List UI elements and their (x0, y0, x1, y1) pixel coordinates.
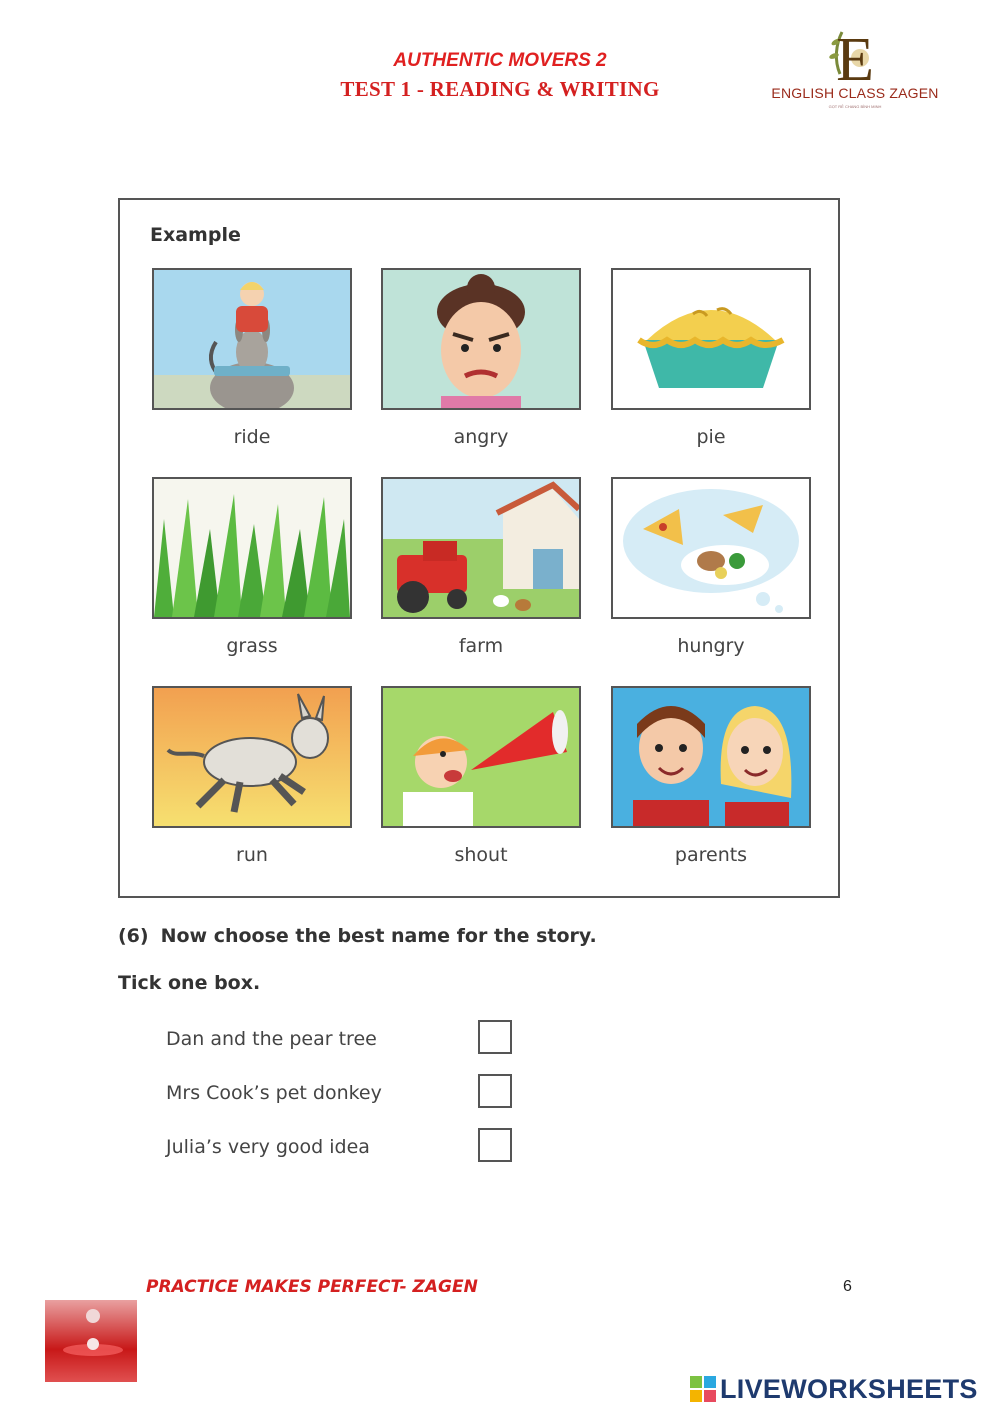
word-pie: pie (696, 426, 726, 448)
question-number: (6) (118, 925, 149, 947)
option-checkbox[interactable] (478, 1020, 512, 1054)
example-card-pie (611, 268, 811, 448)
example-card-parents (611, 686, 811, 866)
option-checkbox[interactable] (478, 1128, 512, 1162)
example-card-run (152, 686, 352, 866)
ride-picture (152, 268, 352, 410)
example-card-ride (152, 268, 352, 448)
girl-riding-donkey-icon (154, 270, 350, 408)
example-card-hungry (611, 477, 811, 657)
example-card-shout (381, 686, 581, 866)
grass-icon (154, 479, 350, 617)
water-drop-image (45, 1300, 137, 1382)
example-box (118, 198, 840, 898)
pie-icon (613, 270, 809, 408)
farm-picture (381, 477, 581, 619)
example-card-farm (381, 477, 581, 657)
option-label: Julia’s very good idea (166, 1136, 370, 1158)
liveworksheets-logo-icon (690, 1376, 716, 1402)
example-label: Example (150, 224, 241, 246)
farm-icon (383, 479, 579, 617)
girl-with-megaphone-icon (383, 688, 579, 826)
grass-picture (152, 477, 352, 619)
liveworksheets-text: LIVEWORKSHEETS (720, 1373, 978, 1404)
word-ride: ride (233, 426, 271, 448)
word-run: run (236, 844, 268, 866)
logo-text: ENGLISH CLASS ZAGEN (771, 85, 939, 101)
option-label: Mrs Cook’s pet donkey (166, 1082, 382, 1104)
example-card-angry (381, 268, 581, 448)
tick-instruction: Tick one box. (118, 972, 261, 994)
word-shout: shout (454, 844, 508, 866)
header-title: TEST 1 - READING & WRITING (340, 77, 660, 101)
water-drop-icon (45, 1300, 137, 1382)
footer-motto: PRACTICE MAKES PERFECT- ZAGEN (146, 1277, 478, 1297)
word-angry: angry (453, 426, 509, 448)
english-class-zagen-logo (770, 22, 940, 112)
page-number: 6 (843, 1278, 852, 1295)
logo-tagline: GỌT RỄ CHANG BÌNH MINH (828, 104, 882, 109)
pie-picture (611, 268, 811, 410)
food-thought-bubble-icon (613, 479, 809, 617)
running-donkey-icon (154, 688, 350, 826)
hungry-picture (611, 477, 811, 619)
word-hungry: hungry (677, 635, 745, 657)
angry-woman-icon (383, 270, 579, 408)
example-card-grass (152, 477, 352, 657)
question-text: Now choose the best name for the story. (160, 925, 597, 947)
option-checkbox[interactable] (478, 1074, 512, 1108)
run-picture (152, 686, 352, 828)
parents-picture (611, 686, 811, 828)
word-farm: farm (458, 635, 504, 657)
liveworksheets-brand (690, 1373, 978, 1405)
word-grass: grass (226, 635, 278, 657)
parents-icon (613, 688, 809, 826)
shout-picture (381, 686, 581, 828)
option-label: Dan and the pear tree (166, 1028, 377, 1050)
svg-text:E: E (836, 26, 874, 86)
logo-emblem-icon (770, 22, 940, 86)
header-subtitle: AUTHENTIC MOVERS 2 (393, 50, 607, 71)
question-prompt (118, 925, 597, 947)
angry-picture (381, 268, 581, 410)
word-parents: parents (674, 844, 748, 866)
